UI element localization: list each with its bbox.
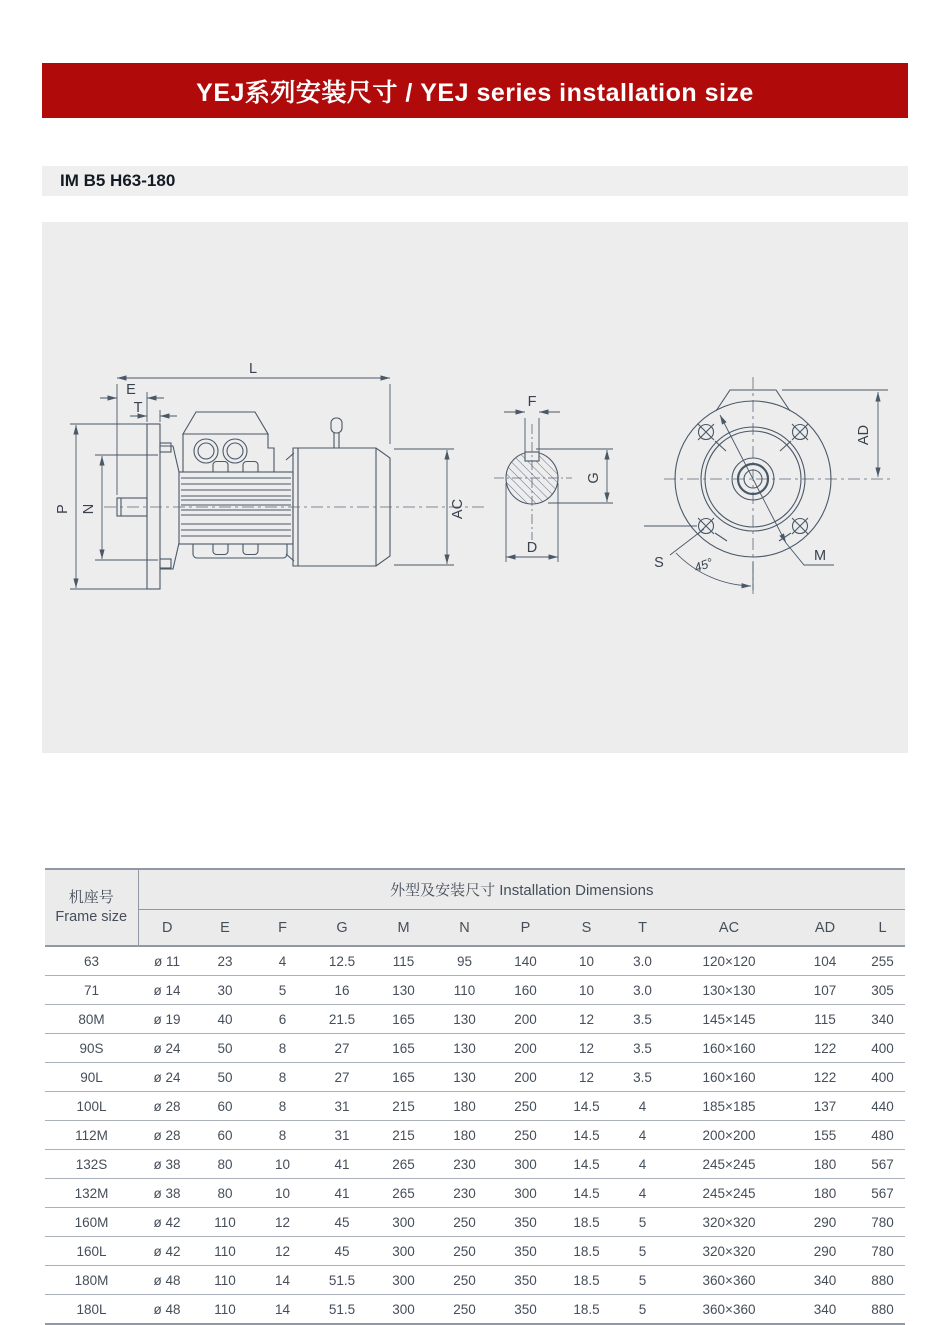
table-row xyxy=(45,1295,905,1325)
value-cell-m: 115 xyxy=(373,946,434,976)
value-cell-n: 95 xyxy=(434,946,495,976)
dim-label-g: G xyxy=(586,472,602,484)
value-cell-l: 305 xyxy=(860,976,905,1005)
value-cell-n: 180 xyxy=(434,1092,495,1121)
column-header-m: M xyxy=(373,910,434,947)
frame-size-cell: 180M xyxy=(45,1266,138,1295)
value-cell-ac: 360×360 xyxy=(668,1266,790,1295)
value-cell-g: 16 xyxy=(311,976,373,1005)
value-cell-s: 12 xyxy=(556,1034,617,1063)
value-cell-n: 250 xyxy=(453,1301,476,1317)
value-cell-p: 200 xyxy=(495,1063,556,1092)
value-cell-l: 400 xyxy=(860,1034,905,1063)
flange-view-dimensions xyxy=(644,390,888,590)
title-banner xyxy=(42,63,908,118)
table-row xyxy=(45,1150,905,1179)
dim-label-f: F xyxy=(527,394,537,410)
value-cell-l: 780 xyxy=(860,1237,905,1266)
value-cell-p: 350 xyxy=(495,1208,556,1237)
value-cell-e: 50 xyxy=(196,1063,254,1092)
installation-dimensions-header-zh: 外型及安装尺寸 xyxy=(390,882,496,899)
value-cell-m: 165 xyxy=(373,1034,434,1063)
value-cell-g: 27 xyxy=(311,1063,373,1092)
dimensions-table xyxy=(45,868,905,1325)
frame-size-cell: 132S xyxy=(45,1150,138,1179)
value-cell-ad: 180 xyxy=(790,1150,860,1179)
value-cell-l: 400 xyxy=(860,1063,905,1092)
value-cell-ad: 107 xyxy=(790,976,860,1005)
value-cell-ad: 290 xyxy=(790,1237,860,1266)
value-cell-g: 41 xyxy=(311,1150,373,1179)
value-cell-l: 880 xyxy=(860,1266,905,1295)
column-header-e: E xyxy=(196,910,254,947)
value-cell-l: 440 xyxy=(860,1092,905,1121)
dim-label-ac: AC xyxy=(450,498,466,520)
value-cell-g: 31 xyxy=(311,1121,373,1150)
value-cell-ac: 200×200 xyxy=(668,1121,790,1150)
value-cell-ad: 180 xyxy=(790,1179,860,1208)
frame-size-cell: 90L xyxy=(45,1063,138,1092)
value-cell-d: ø 38 xyxy=(138,1179,196,1208)
value-cell-g: 45 xyxy=(311,1237,373,1266)
table-row xyxy=(45,1266,905,1295)
frame-size-cell: 132M xyxy=(45,1179,138,1208)
value-cell-p: 350 xyxy=(495,1266,556,1295)
value-cell-n: 130 xyxy=(434,1034,495,1063)
column-header-ac: AC xyxy=(668,910,790,947)
technical-drawing xyxy=(42,222,908,753)
value-cell-s: 18.5 xyxy=(556,1266,617,1295)
value-cell-ad: 340 xyxy=(813,1301,837,1317)
value-cell-f: 14 xyxy=(254,1266,311,1295)
frame-size-cell: 63 xyxy=(45,946,138,976)
dim-label-n: N xyxy=(81,503,97,515)
value-cell-ad: 115 xyxy=(790,1005,860,1034)
value-cell-g: 12.5 xyxy=(311,946,373,976)
frame-size-cell: 160L xyxy=(45,1237,138,1266)
value-cell-d: ø 42 xyxy=(138,1208,196,1237)
value-cell-p: 200 xyxy=(495,1005,556,1034)
frame-size-cell: 80M xyxy=(45,1005,138,1034)
value-cell-f: 12 xyxy=(254,1237,311,1266)
value-cell-l: 567 xyxy=(860,1150,905,1179)
value-cell-t: 3.0 xyxy=(617,976,668,1005)
value-cell-e: 30 xyxy=(196,976,254,1005)
value-cell-f: 5 xyxy=(254,976,311,1005)
value-cell-m: 265 xyxy=(373,1179,434,1208)
value-cell-f: 12 xyxy=(254,1208,311,1237)
value-cell-s: 14.5 xyxy=(556,1092,617,1121)
dim-label-e: E xyxy=(126,382,136,398)
value-cell-l: 480 xyxy=(860,1121,905,1150)
value-cell-n: 250 xyxy=(434,1266,495,1295)
frame-size-cell: 112M xyxy=(45,1121,138,1150)
value-cell-t: 3.0 xyxy=(617,946,668,976)
value-cell-e: 110 xyxy=(196,1266,254,1295)
table-row xyxy=(45,1208,905,1237)
technical-drawing-panel xyxy=(42,222,908,753)
value-cell-d: ø 28 xyxy=(138,1092,196,1121)
value-cell-n: 230 xyxy=(434,1179,495,1208)
value-cell-e: 80 xyxy=(196,1179,254,1208)
value-cell-l: 880 xyxy=(871,1301,894,1317)
value-cell-l: 567 xyxy=(860,1179,905,1208)
value-cell-l: 255 xyxy=(860,946,905,976)
value-cell-d: ø 42 xyxy=(138,1237,196,1266)
value-cell-ac: 185×185 xyxy=(668,1092,790,1121)
value-cell-g: 41 xyxy=(311,1179,373,1208)
value-cell-ad: 137 xyxy=(790,1092,860,1121)
value-cell-d: ø 48 xyxy=(153,1301,181,1317)
value-cell-g: 31 xyxy=(311,1092,373,1121)
value-cell-t: 4 xyxy=(617,1179,668,1208)
value-cell-m: 265 xyxy=(373,1150,434,1179)
dim-label-45deg: 45° xyxy=(692,555,715,576)
value-cell-ad: 155 xyxy=(790,1121,860,1150)
value-cell-f: 8 xyxy=(254,1034,311,1063)
value-cell-ac: 245×245 xyxy=(668,1150,790,1179)
frame-size-header xyxy=(45,869,138,946)
table-row xyxy=(45,1237,905,1266)
value-cell-ac: 120×120 xyxy=(668,946,790,976)
value-cell-n: 130 xyxy=(434,1063,495,1092)
value-cell-l: 780 xyxy=(860,1208,905,1237)
value-cell-m: 130 xyxy=(373,976,434,1005)
value-cell-ad: 104 xyxy=(790,946,860,976)
value-cell-m: 300 xyxy=(373,1208,434,1237)
value-cell-t: 4 xyxy=(617,1092,668,1121)
table-row xyxy=(45,1005,905,1034)
value-cell-g: 45 xyxy=(311,1208,373,1237)
value-cell-d: ø 19 xyxy=(138,1005,196,1034)
value-cell-s: 14.5 xyxy=(556,1150,617,1179)
value-cell-d: ø 28 xyxy=(138,1121,196,1150)
value-cell-l: 340 xyxy=(860,1005,905,1034)
value-cell-ad: 340 xyxy=(790,1266,860,1295)
value-cell-s: 12 xyxy=(556,1063,617,1092)
column-header-p: P xyxy=(495,910,556,947)
value-cell-p: 140 xyxy=(495,946,556,976)
table-row xyxy=(45,1034,905,1063)
value-cell-d: ø 11 xyxy=(138,946,196,976)
value-cell-t: 3.5 xyxy=(617,1063,668,1092)
value-cell-p: 250 xyxy=(495,1121,556,1150)
value-cell-n: 250 xyxy=(434,1237,495,1266)
value-cell-n: 180 xyxy=(434,1121,495,1150)
table-row xyxy=(45,1092,905,1121)
value-cell-p: 160 xyxy=(495,976,556,1005)
value-cell-e: 110 xyxy=(196,1208,254,1237)
table-row xyxy=(45,1063,905,1092)
frame-size-header-en: Frame size xyxy=(55,908,128,925)
value-cell-t: 3.5 xyxy=(617,1034,668,1063)
column-header-l: L xyxy=(860,910,905,947)
value-cell-ad: 290 xyxy=(790,1208,860,1237)
value-cell-p: 350 xyxy=(495,1237,556,1266)
value-cell-s: 10 xyxy=(556,946,617,976)
value-cell-ad: 122 xyxy=(790,1063,860,1092)
value-cell-s: 14.5 xyxy=(556,1179,617,1208)
value-cell-s: 18.5 xyxy=(573,1301,600,1317)
value-cell-s: 18.5 xyxy=(556,1208,617,1237)
value-cell-n: 250 xyxy=(434,1208,495,1237)
value-cell-ac: 130×130 xyxy=(668,976,790,1005)
value-cell-s: 14.5 xyxy=(556,1121,617,1150)
value-cell-f: 4 xyxy=(254,946,311,976)
value-cell-g: 51.5 xyxy=(328,1301,356,1317)
value-cell-d: ø 24 xyxy=(138,1063,196,1092)
value-cell-t: 4 xyxy=(617,1121,668,1150)
value-cell-ac: 160×160 xyxy=(668,1034,790,1063)
value-cell-m: 300 xyxy=(392,1301,415,1317)
value-cell-n: 130 xyxy=(434,1005,495,1034)
value-cell-s: 10 xyxy=(556,976,617,1005)
value-cell-e: 40 xyxy=(196,1005,254,1034)
column-header-t: T xyxy=(617,910,668,947)
section-label: IM B5 H63-180 xyxy=(60,171,176,190)
value-cell-m: 165 xyxy=(373,1063,434,1092)
value-cell-p: 300 xyxy=(495,1179,556,1208)
dim-label-s: S xyxy=(654,555,664,571)
value-cell-m: 165 xyxy=(373,1005,434,1034)
value-cell-d: ø 14 xyxy=(138,976,196,1005)
value-cell-f: 6 xyxy=(254,1005,311,1034)
frame-size-cell: 100L xyxy=(45,1092,138,1121)
value-cell-n: 230 xyxy=(434,1150,495,1179)
value-cell-g: 51.5 xyxy=(311,1266,373,1295)
value-cell-ac: 160×160 xyxy=(668,1063,790,1092)
value-cell-e: 110 xyxy=(196,1237,254,1266)
table-row xyxy=(45,1179,905,1208)
value-cell-m: 300 xyxy=(373,1266,434,1295)
value-cell-g: 21.5 xyxy=(311,1005,373,1034)
value-cell-f: 8 xyxy=(254,1063,311,1092)
value-cell-f: 10 xyxy=(254,1179,311,1208)
value-cell-f: 10 xyxy=(254,1150,311,1179)
value-cell-ac: 145×145 xyxy=(668,1005,790,1034)
value-cell-f: 8 xyxy=(254,1092,311,1121)
value-cell-d: ø 38 xyxy=(138,1150,196,1179)
frame-size-cell: 90S xyxy=(45,1034,138,1063)
value-cell-ac: 245×245 xyxy=(668,1179,790,1208)
value-cell-m: 215 xyxy=(373,1121,434,1150)
value-cell-e: 23 xyxy=(196,946,254,976)
value-cell-f: 8 xyxy=(254,1121,311,1150)
value-cell-p: 350 xyxy=(514,1301,537,1317)
value-cell-e: 80 xyxy=(196,1150,254,1179)
installation-dimensions-header-en: Installation Dimensions xyxy=(499,882,654,899)
value-cell-f: 14 xyxy=(274,1301,291,1317)
column-header-row xyxy=(45,910,905,947)
value-cell-ad: 122 xyxy=(790,1034,860,1063)
value-cell-ac: 320×320 xyxy=(668,1208,790,1237)
value-cell-t: 5 xyxy=(617,1208,668,1237)
value-cell-d: ø 24 xyxy=(138,1034,196,1063)
value-cell-m: 215 xyxy=(373,1092,434,1121)
dim-label-m: M xyxy=(813,548,827,564)
dim-label-ad: AD xyxy=(856,424,872,446)
motor-side-view xyxy=(117,412,390,589)
value-cell-s: 18.5 xyxy=(556,1237,617,1266)
value-cell-t: 5 xyxy=(617,1266,668,1295)
frame-size-cell: 180L xyxy=(76,1301,107,1317)
value-cell-p: 250 xyxy=(495,1092,556,1121)
value-cell-p: 200 xyxy=(495,1034,556,1063)
value-cell-ac: 360×360 xyxy=(702,1301,756,1317)
value-cell-t: 5 xyxy=(617,1237,668,1266)
value-cell-e: 60 xyxy=(196,1121,254,1150)
value-cell-t: 3.5 xyxy=(617,1005,668,1034)
dimensions-table-body xyxy=(45,946,905,1324)
value-cell-g: 27 xyxy=(311,1034,373,1063)
page-title: YEJ系列安装尺寸 / YEJ series installation size xyxy=(196,78,754,107)
value-cell-e: 50 xyxy=(196,1034,254,1063)
dim-label-t: T xyxy=(133,400,143,416)
section-label-strip xyxy=(42,166,908,196)
table-row xyxy=(45,1121,905,1150)
installation-dimensions-header xyxy=(138,869,905,910)
value-cell-e: 60 xyxy=(196,1092,254,1121)
table-row xyxy=(45,976,905,1005)
value-cell-e: 110 xyxy=(214,1301,236,1317)
column-header-n: N xyxy=(434,910,495,947)
value-cell-p: 300 xyxy=(495,1150,556,1179)
value-cell-d: ø 48 xyxy=(138,1266,196,1295)
value-cell-n: 110 xyxy=(434,976,495,1005)
value-cell-t: 5 xyxy=(638,1301,647,1317)
value-cell-s: 12 xyxy=(556,1005,617,1034)
column-header-ad: AD xyxy=(790,910,860,947)
value-cell-t: 4 xyxy=(617,1150,668,1179)
frame-size-header-zh: 机座号 xyxy=(68,888,114,906)
column-header-g: G xyxy=(311,910,373,947)
dim-label-l: L xyxy=(248,361,258,377)
value-cell-ac: 320×320 xyxy=(668,1237,790,1266)
column-header-s: S xyxy=(556,910,617,947)
frame-size-cell: 160M xyxy=(45,1208,138,1237)
column-header-f: F xyxy=(254,910,311,947)
column-header-d: D xyxy=(138,910,196,947)
frame-size-cell: 71 xyxy=(45,976,138,1005)
table-row xyxy=(45,946,905,976)
dim-label-d: D xyxy=(526,540,538,556)
value-cell-m: 300 xyxy=(373,1237,434,1266)
dim-label-p: P xyxy=(55,504,71,514)
